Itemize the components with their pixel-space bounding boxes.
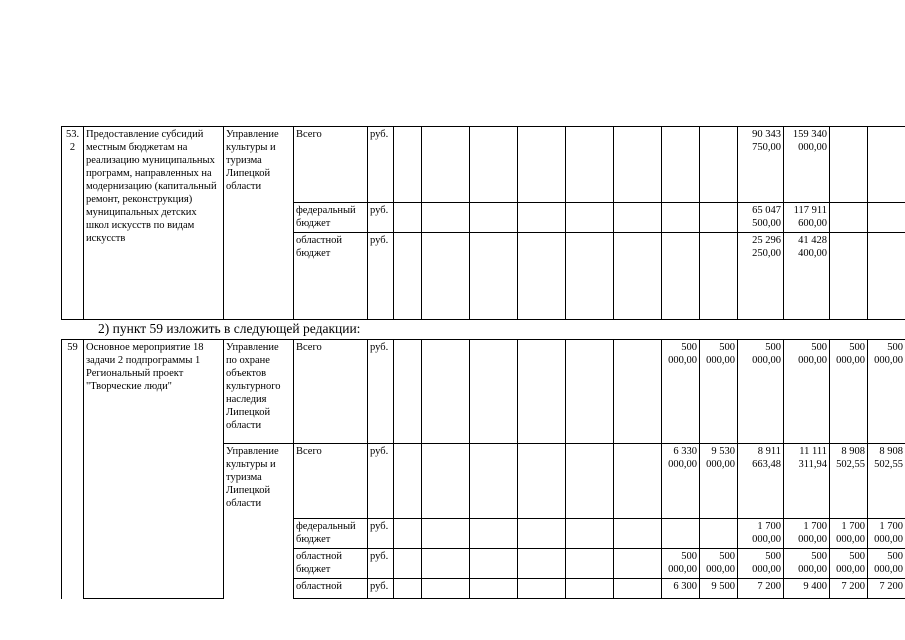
cell-value — [830, 233, 868, 320]
cell-value: 8 908 502,55 — [868, 444, 905, 519]
cell-value — [662, 233, 700, 320]
cell-value — [470, 519, 518, 549]
cell-value — [394, 519, 422, 549]
cell-value: 1 700 000,00 — [830, 519, 868, 549]
cell-value — [700, 519, 738, 549]
cell-value — [566, 340, 614, 444]
cell-value — [422, 519, 470, 549]
executor: Управление по охране объектов культурного наследия Липецкой области — [224, 340, 294, 444]
funding-source: областной бюджет — [294, 233, 368, 320]
table-section-53-2 — [61, 126, 905, 320]
cell-value: 500 000,00 — [738, 340, 784, 444]
cell-value — [868, 233, 905, 320]
cell-value: 500 000,00 — [784, 549, 830, 579]
cell-value: 7 200 — [738, 579, 784, 599]
cell-value — [566, 519, 614, 549]
cell-value — [614, 519, 662, 549]
funding-source: федеральный бюджет — [294, 203, 368, 233]
cell-value — [518, 549, 566, 579]
cell-value: 500 000,00 — [830, 340, 868, 444]
cell-value — [662, 127, 700, 203]
cell-value: 159 340 000,00 — [784, 127, 830, 203]
cell-value — [422, 340, 470, 444]
cell-value: 9 530 000,00 — [700, 444, 738, 519]
cell-value — [868, 203, 905, 233]
cell-value — [518, 519, 566, 549]
cell-value — [470, 233, 518, 320]
cell-value: 500 000,00 — [738, 549, 784, 579]
cell-value: 8 911 663,48 — [738, 444, 784, 519]
unit: руб. — [368, 340, 394, 444]
cell-value: 500 000,00 — [868, 340, 905, 444]
cell-value — [614, 340, 662, 444]
cell-value — [422, 127, 470, 203]
funding-source: федеральный бюджет — [294, 519, 368, 549]
cell-value — [422, 203, 470, 233]
unit: руб. — [368, 549, 394, 579]
cell-value — [518, 203, 566, 233]
cell-value: 7 200 — [868, 579, 905, 599]
cell-value — [470, 549, 518, 579]
cell-value — [394, 203, 422, 233]
cell-value: 117 911 600,00 — [784, 203, 830, 233]
table-section-59 — [61, 339, 905, 599]
cell-value — [394, 444, 422, 519]
activity-name: Предоставление субсидий местным бюджетам на реализацию муниципальных программ, направленных на модернизацию (капитальный ремонт, реконструкция) муниципальных детских школ искусств по видам искусств — [84, 127, 224, 320]
unit: руб. — [368, 127, 394, 203]
cell-value: 1 700 000,00 — [784, 519, 830, 549]
cell-value: 500 000,00 — [700, 340, 738, 444]
activity-name: Основное мероприятие 18 задачи 2 подпрограммы 1 Региональный проект "Творческие люди" — [84, 340, 224, 599]
funding-source: областной — [294, 579, 368, 599]
unit: руб. — [368, 444, 394, 519]
cell-value — [566, 233, 614, 320]
cell-value — [662, 203, 700, 233]
funding-source: областной бюджет — [294, 549, 368, 579]
cell-value — [422, 549, 470, 579]
cell-value: 9 400 — [784, 579, 830, 599]
cell-value — [700, 203, 738, 233]
cell-value — [470, 579, 518, 599]
cell-value — [566, 579, 614, 599]
table-row — [62, 127, 905, 203]
cell-value — [566, 444, 614, 519]
table-row — [62, 340, 905, 444]
cell-value — [518, 127, 566, 203]
cell-value — [830, 127, 868, 203]
cell-value — [422, 579, 470, 599]
cell-value: 9 500 — [700, 579, 738, 599]
cell-value: 500 000,00 — [700, 549, 738, 579]
unit: руб. — [368, 579, 394, 599]
cell-value — [614, 549, 662, 579]
cell-value — [394, 127, 422, 203]
cell-value — [470, 127, 518, 203]
cell-value: 25 296 250,00 — [738, 233, 784, 320]
funding-source: Всего — [294, 127, 368, 203]
amendment-caption: 2) пункт 59 изложить в следующей редакции: — [98, 321, 361, 336]
cell-value — [470, 444, 518, 519]
cell-value: 41 428 400,00 — [784, 233, 830, 320]
cell-value: 500 000,00 — [662, 549, 700, 579]
cell-value — [700, 233, 738, 320]
cell-value — [566, 203, 614, 233]
cell-value — [394, 549, 422, 579]
cell-value — [518, 233, 566, 320]
cell-value: 65 047 500,00 — [738, 203, 784, 233]
row-number: 59 — [62, 340, 84, 599]
cell-value — [614, 127, 662, 203]
row-number: 53.2 — [62, 127, 84, 320]
unit: руб. — [368, 233, 394, 320]
cell-value — [614, 444, 662, 519]
unit: руб. — [368, 519, 394, 549]
cell-value — [470, 203, 518, 233]
cell-value — [422, 233, 470, 320]
cell-value — [566, 127, 614, 203]
cell-value — [518, 579, 566, 599]
cell-value — [470, 340, 518, 444]
cell-value: 500 000,00 — [830, 549, 868, 579]
cell-value — [614, 579, 662, 599]
cell-value — [614, 233, 662, 320]
cell-value — [518, 444, 566, 519]
cell-value — [566, 549, 614, 579]
cell-value: 500 000,00 — [868, 549, 905, 579]
cell-value — [868, 127, 905, 203]
cell-value: 8 908 502,55 — [830, 444, 868, 519]
cell-value: 500 000,00 — [784, 340, 830, 444]
cell-value: 11 111 311,94 — [784, 444, 830, 519]
cell-value — [662, 519, 700, 549]
cell-value — [394, 340, 422, 444]
funding-source: Всего — [294, 340, 368, 444]
executor: Управление культуры и туризма Липецкой области — [224, 444, 294, 599]
cell-value — [614, 203, 662, 233]
cell-value — [518, 340, 566, 444]
cell-value: 1 700 000,00 — [738, 519, 784, 549]
cell-value — [700, 127, 738, 203]
executor: Управление культуры и туризма Липецкой области — [224, 127, 294, 320]
cell-value: 7 200 — [830, 579, 868, 599]
cell-value — [422, 444, 470, 519]
unit: руб. — [368, 203, 394, 233]
cell-value: 1 700 000,00 — [868, 519, 905, 549]
cell-value: 6 330 000,00 — [662, 444, 700, 519]
cell-value — [394, 233, 422, 320]
cell-value: 500 000,00 — [662, 340, 700, 444]
cell-value — [830, 203, 868, 233]
funding-source: Всего — [294, 444, 368, 519]
cell-value: 6 300 — [662, 579, 700, 599]
cell-value — [394, 579, 422, 599]
cell-value: 90 343 750,00 — [738, 127, 784, 203]
